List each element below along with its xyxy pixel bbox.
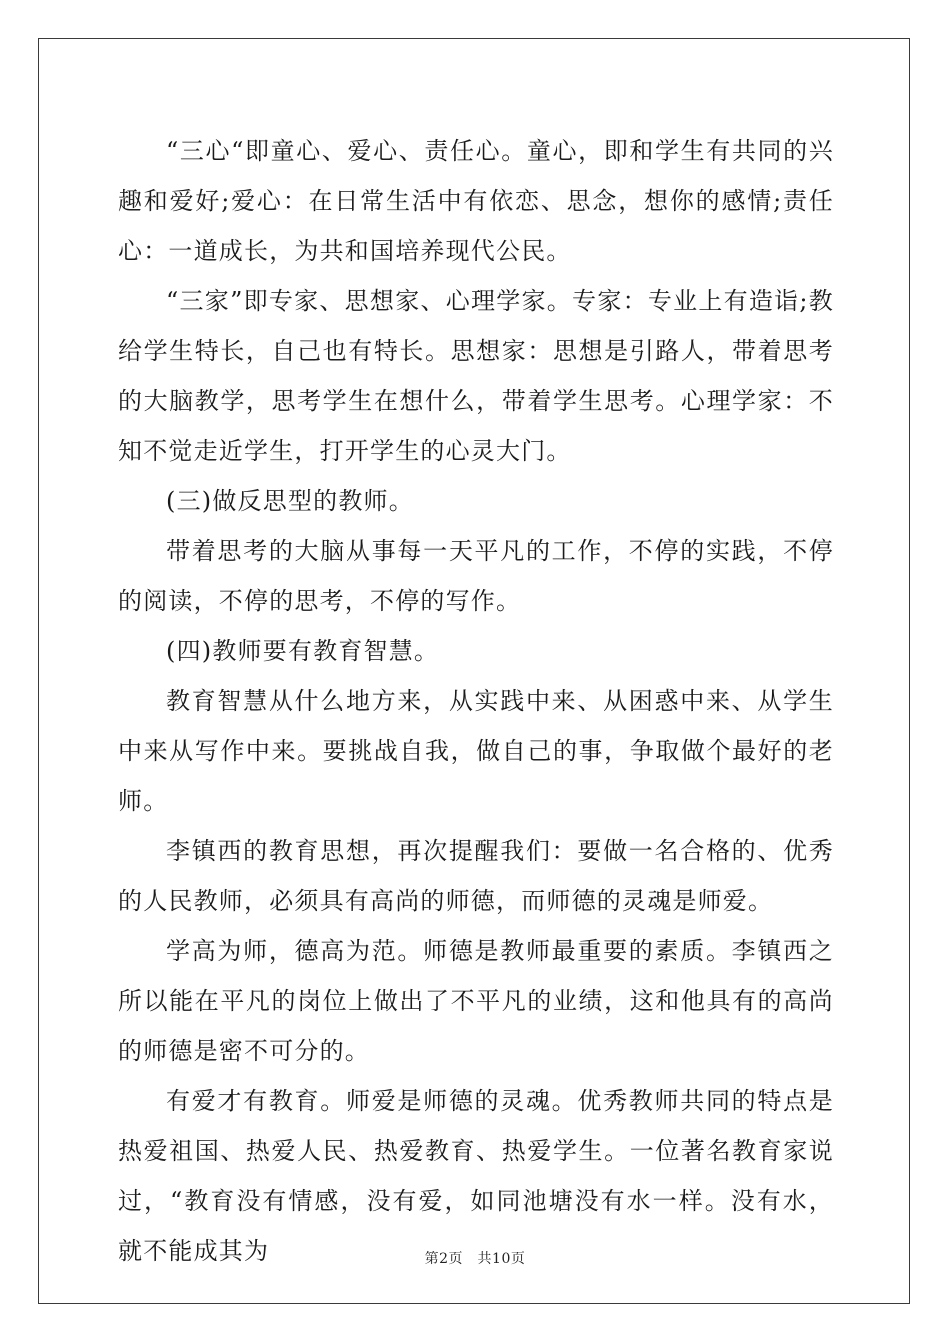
section-heading: (四)教师要有教育智慧。: [166, 637, 440, 665]
paragraph: 有爱才有教育。师爱是师德的灵魂。优秀教师共同的特点是热爱祖国、热爱人民、热爱教育、热爱学生。一位著名教育家说过，“教育没有情感，没有爱，如同池塘没有水一样。没有水，就不能成其为: [118, 1087, 834, 1265]
paragraph: 带着思考的大脑从事每一天平凡的工作，不停的实践，不停的阅读，不停的思考，不停的写作。: [118, 537, 834, 615]
paragraph: 教育智慧从什么地方来，从实践中来、从困惑中来、从学生中来从写作中来。要挑战自我，做自己的事，争取做个最好的老师。: [118, 687, 834, 815]
paragraph: 李镇西的教育思想，再次提醒我们：要做一名合格的、优秀的人民教师，必须具有高尚的师德，而师德的灵魂是师爱。: [118, 837, 834, 915]
section-heading: (三)做反思型的教师。: [166, 487, 414, 515]
document-body: [118, 126, 834, 1276]
paragraph: “三心“即童心、爱心、责任心。童心，即和学生有共同的兴趣和爱好;爱心：在日常生活中有依恋、思念，想你的感情;责任心：一道成长，为共和国培养现代公民。: [118, 137, 834, 265]
paragraph: “三家”即专家、思想家、心理学家。专家：专业上有造诣;教给学生特长，自己也有特长。思想家：思想是引路人，带着思考的大脑教学，思考学生在想什么，带着学生思考。心理学家：不知不觉走近学生，打开学生的心灵大门。: [118, 287, 834, 465]
page-number-footer: 第2页 共10页: [424, 1251, 526, 1267]
paragraph: 学高为师，德高为范。师德是教师最重要的素质。李镇西之所以能在平凡的岗位上做出了不平凡的业绩，这和他具有的高尚的师德是密不可分的。: [118, 937, 834, 1065]
